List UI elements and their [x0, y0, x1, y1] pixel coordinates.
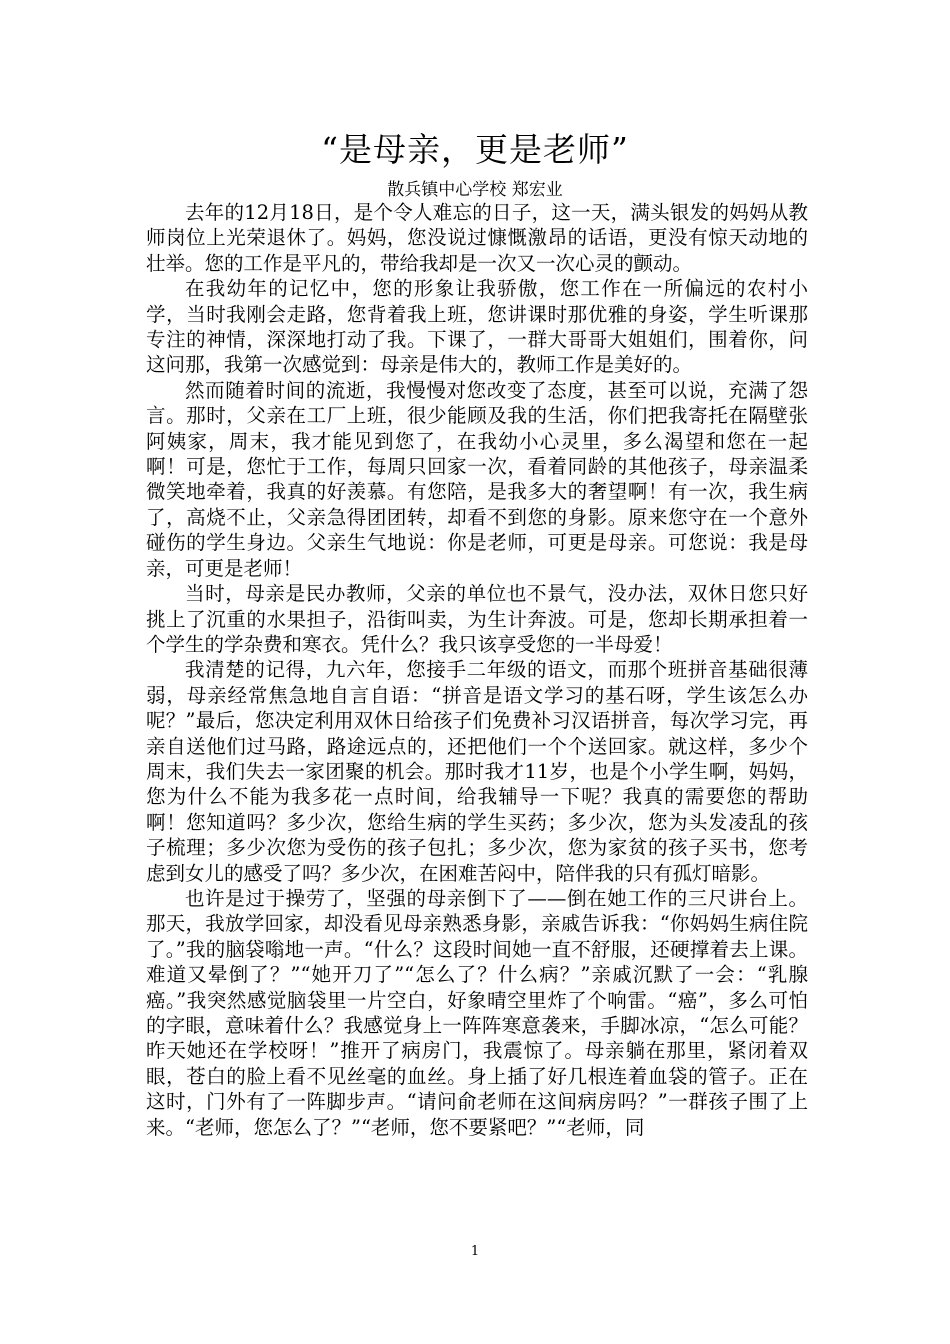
page-number: 1	[470, 1244, 480, 1259]
paragraph: 我清楚的记得，九六年，您接手二年级的语文，而那个班拼音基础很薄弱，母亲经常焦急地自言自语：“拼音是语文学习的基石呀，学生该怎么办呢？”最后，您决定利用双休日给孩子们免费补习汉语拼音，每次学习完，再亲自送他们过马路，路途远点的，还把他们一个个送回家。就这样，多少个周末，我们失去一家团聚的机会。那时我才11岁，也是个小学生啊，妈妈，您为什么不能为我多花一点时间，给我辅导一下呢？我真的需要您的帮助啊！您知道吗？多少次，您给生病的学生买药；多少次，您为头发凌乱的孩子梳理；多少次您为受伤的孩子包扎；多少次，您为家贫的孩子买书，您考虑到女儿的感受了吗？多少次，在困难苦闷中，陪伴我的只有孤灯暗影。	[146, 658, 808, 885]
paragraph: 也许是过于操劳了，坚强的母亲倒下了——倒在她工作的三尺讲台上。那天，我放学回家，却没看见母亲熟悉身影，亲戚告诉我：“你妈妈生病住院了。”我的脑袋嗡地一声。“什么？这段时间她一直不舒服，还硬撑着去上课。难道又晕倒了？”“她开刀了”“怎么了？什么病？”亲戚沉默了一会：“乳腺癌。”我突然感觉脑袋里一片空白，好象晴空里炸了个响雷。“癌”，多么可怕的字眼，意味着什么？我感觉身上一阵阵寒意袭来，手脚冰凉，“怎么可能？昨天她还在学校呀！”推开了病房门，我震惊了。母亲躺在那里，紧闭着双眼，苍白的脸上看不见丝毫的血丝。身上插了好几根连着血袋的管子。正在这时，门外有了一阵脚步声。“请问俞老师在这间病房吗？”一群孩子围了上来。“老师，您怎么了？”“老师，您不要紧吧？”“老师，同	[146, 886, 808, 1139]
paragraph: 然而随着时间的流逝，我慢慢对您改变了态度，甚至可以说，充满了怨言。那时，父亲在工厂上班，很少能顾及我的生活，你们把我寄托在隔壁张阿姨家，周末，我才能见到您了，在我幼小心灵里，多么渴望和您在一起啊！可是，您忙于工作，每周只回家一次，看着同龄的其他孩子，母亲温柔微笑地牵着，我真的好羡慕。有您陪，是我多大的奢望啊！有一次，我生病了，高烧不止，父亲急得团团转，却看不到您的身影。原来您守在一个意外碰伤的学生身边。父亲生气地说：你是老师，可更是母亲。可您说：我是母亲，可更是老师！	[146, 378, 808, 580]
paragraph: 当时，母亲是民办教师，父亲的单位也不景气，没办法，双休日您只好挑上了沉重的水果担子，沿街叫卖，为生计奔波。可是，您却长期承担着一个学生的学杂费和寒衣。凭什么？我只该享受您的一半母爱！	[146, 582, 808, 656]
author-line: 散兵镇中心学校 郑宏业	[387, 180, 563, 200]
paragraph: 在我幼年的记忆中，您的形象让我骄傲，您工作在一所偏远的农村小学，当时我刚会走路，您背着我上班，您讲课时那优雅的身姿，学生听课那专注的神情，深深地打动了我。下课了，一群大哥哥大姐姐们，围着你，问这问那，我第一次感觉到：母亲是伟大的，教师工作是美好的。	[146, 277, 808, 377]
paragraph: 去年的12月18日，是个令人难忘的日子，这一天，满头银发的妈妈从教师岗位上光荣退休了。妈妈，您没说过慷慨激昂的话语，更没有惊天动地的壮举。您的工作是平凡的，带给我却是一次又一次心灵的颤动。	[146, 201, 808, 275]
article-body	[146, 200, 808, 1140]
page-title: “是母亲，更是老师”	[321, 130, 629, 169]
